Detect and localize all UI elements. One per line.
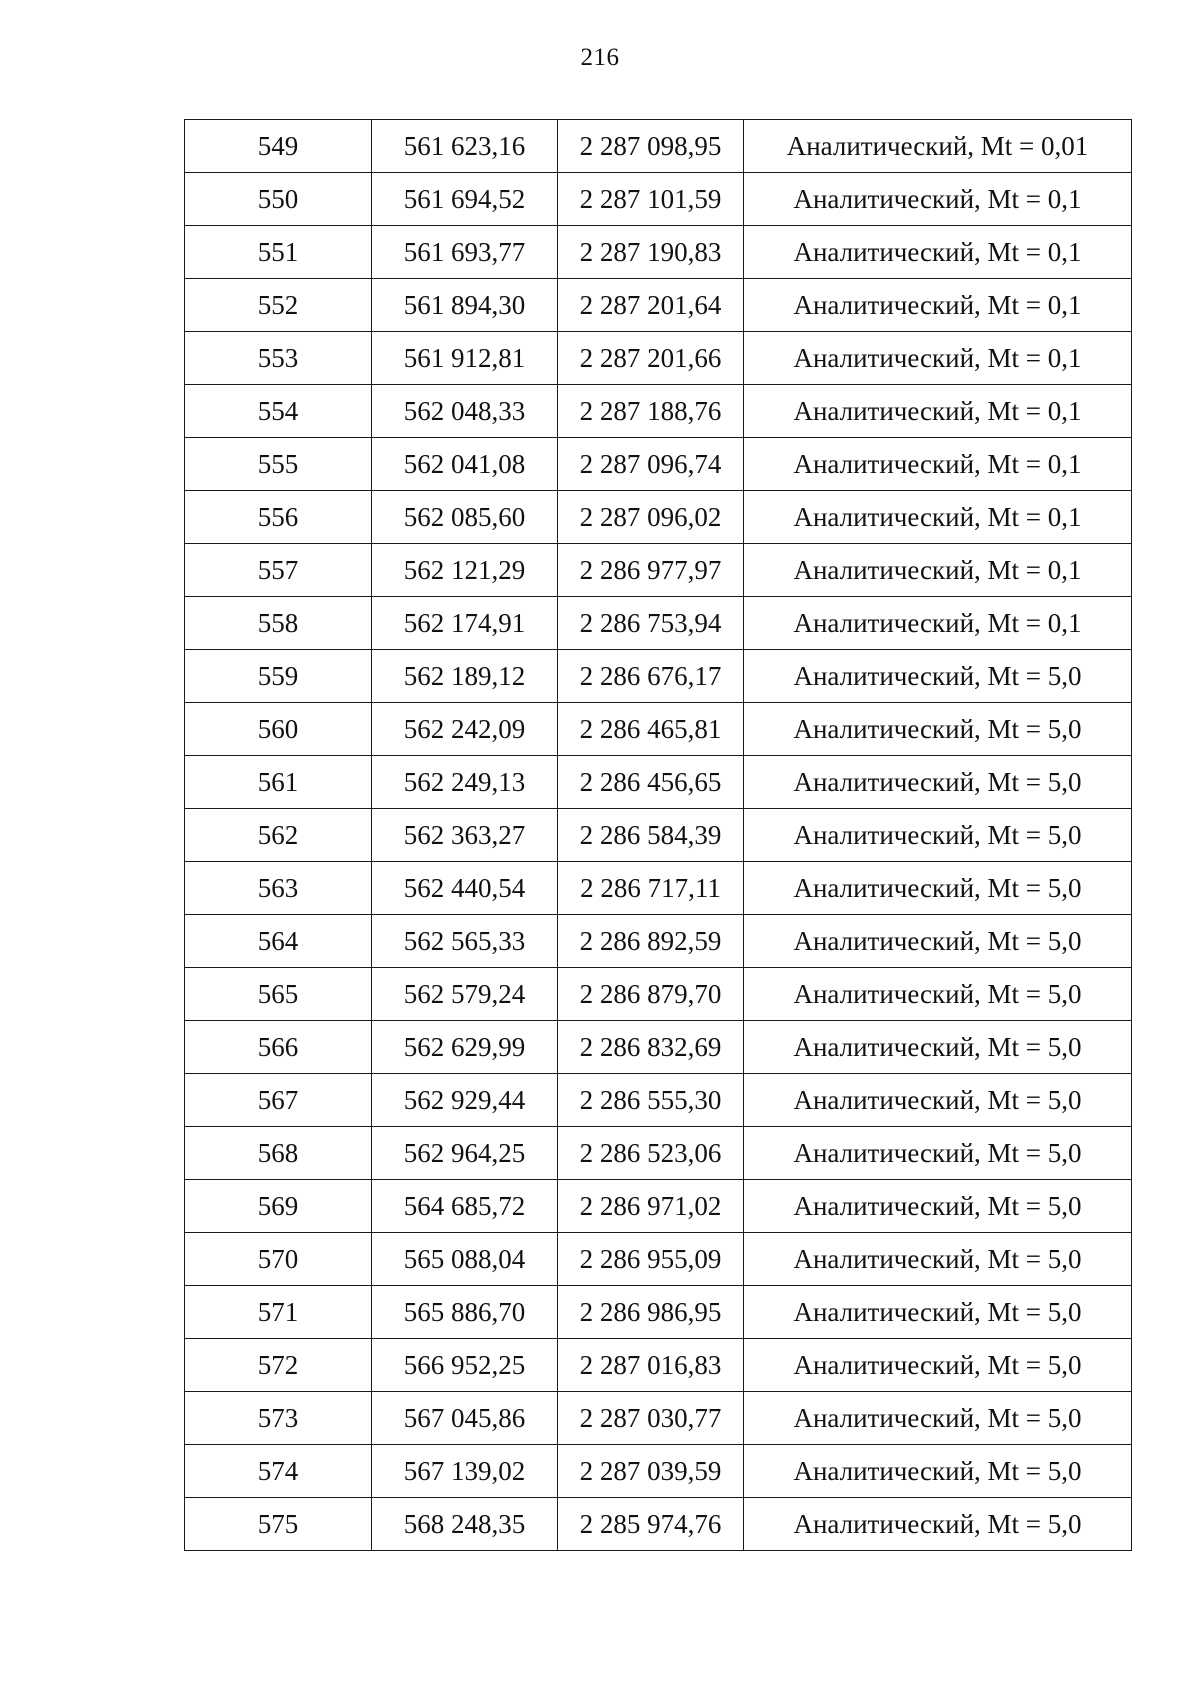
method-cell: Аналитический, Mt = 5,0 xyxy=(744,1339,1132,1392)
x-coordinate-cell: 561 623,16 xyxy=(372,120,558,173)
x-coordinate-cell: 562 174,91 xyxy=(372,597,558,650)
coordinates-table xyxy=(184,119,1132,1551)
method-cell: Аналитический, Mt = 5,0 xyxy=(744,1074,1132,1127)
point-number-cell: 562 xyxy=(185,809,372,862)
x-coordinate-cell: 562 440,54 xyxy=(372,862,558,915)
method-cell: Аналитический, Mt = 0,1 xyxy=(744,544,1132,597)
coordinates-table-body xyxy=(185,120,1132,1551)
table-row xyxy=(185,226,1132,279)
method-cell: Аналитический, Mt = 5,0 xyxy=(744,1127,1132,1180)
table-row xyxy=(185,1339,1132,1392)
table-row xyxy=(185,1180,1132,1233)
method-cell: Аналитический, Mt = 5,0 xyxy=(744,1286,1132,1339)
x-coordinate-cell: 565 088,04 xyxy=(372,1233,558,1286)
point-number-cell: 563 xyxy=(185,862,372,915)
method-cell: Аналитический, Mt = 5,0 xyxy=(744,1233,1132,1286)
x-coordinate-cell: 561 694,52 xyxy=(372,173,558,226)
y-coordinate-cell: 2 287 101,59 xyxy=(558,173,744,226)
point-number-cell: 569 xyxy=(185,1180,372,1233)
table-row xyxy=(185,1498,1132,1551)
table-row xyxy=(185,1233,1132,1286)
table-row xyxy=(185,279,1132,332)
table-row xyxy=(185,173,1132,226)
x-coordinate-cell: 567 139,02 xyxy=(372,1445,558,1498)
method-cell: Аналитический, Mt = 5,0 xyxy=(744,1392,1132,1445)
point-number-cell: 561 xyxy=(185,756,372,809)
y-coordinate-cell: 2 286 523,06 xyxy=(558,1127,744,1180)
y-coordinate-cell: 2 286 753,94 xyxy=(558,597,744,650)
table-row xyxy=(185,1021,1132,1074)
table-row xyxy=(185,1127,1132,1180)
table-row xyxy=(185,438,1132,491)
method-cell: Аналитический, Mt = 0,01 xyxy=(744,120,1132,173)
point-number-cell: 554 xyxy=(185,385,372,438)
point-number-cell: 568 xyxy=(185,1127,372,1180)
point-number-cell: 557 xyxy=(185,544,372,597)
y-coordinate-cell: 2 286 986,95 xyxy=(558,1286,744,1339)
x-coordinate-cell: 564 685,72 xyxy=(372,1180,558,1233)
method-cell: Аналитический, Mt = 5,0 xyxy=(744,1445,1132,1498)
x-coordinate-cell: 565 886,70 xyxy=(372,1286,558,1339)
method-cell: Аналитический, Mt = 5,0 xyxy=(744,915,1132,968)
x-coordinate-cell: 567 045,86 xyxy=(372,1392,558,1445)
table-row xyxy=(185,703,1132,756)
table-row xyxy=(185,809,1132,862)
x-coordinate-cell: 561 912,81 xyxy=(372,332,558,385)
table-row xyxy=(185,120,1132,173)
table-row xyxy=(185,385,1132,438)
page-number: 216 xyxy=(580,44,620,71)
x-coordinate-cell: 562 121,29 xyxy=(372,544,558,597)
method-cell: Аналитический, Mt = 5,0 xyxy=(744,809,1132,862)
point-number-cell: 556 xyxy=(185,491,372,544)
x-coordinate-cell: 562 363,27 xyxy=(372,809,558,862)
x-coordinate-cell: 561 894,30 xyxy=(372,279,558,332)
x-coordinate-cell: 562 964,25 xyxy=(372,1127,558,1180)
table-row xyxy=(185,1074,1132,1127)
table-row xyxy=(185,1286,1132,1339)
y-coordinate-cell: 2 287 190,83 xyxy=(558,226,744,279)
point-number-cell: 560 xyxy=(185,703,372,756)
table-row xyxy=(185,1445,1132,1498)
point-number-cell: 570 xyxy=(185,1233,372,1286)
y-coordinate-cell: 2 286 892,59 xyxy=(558,915,744,968)
point-number-cell: 567 xyxy=(185,1074,372,1127)
point-number-cell: 571 xyxy=(185,1286,372,1339)
y-coordinate-cell: 2 287 201,66 xyxy=(558,332,744,385)
y-coordinate-cell: 2 286 676,17 xyxy=(558,650,744,703)
point-number-cell: 558 xyxy=(185,597,372,650)
x-coordinate-cell: 566 952,25 xyxy=(372,1339,558,1392)
y-coordinate-cell: 2 287 030,77 xyxy=(558,1392,744,1445)
point-number-cell: 574 xyxy=(185,1445,372,1498)
x-coordinate-cell: 562 242,09 xyxy=(372,703,558,756)
method-cell: Аналитический, Mt = 0,1 xyxy=(744,226,1132,279)
method-cell: Аналитический, Mt = 0,1 xyxy=(744,438,1132,491)
method-cell: Аналитический, Mt = 5,0 xyxy=(744,756,1132,809)
table-row xyxy=(185,1392,1132,1445)
point-number-cell: 549 xyxy=(185,120,372,173)
y-coordinate-cell: 2 287 098,95 xyxy=(558,120,744,173)
point-number-cell: 553 xyxy=(185,332,372,385)
x-coordinate-cell: 562 629,99 xyxy=(372,1021,558,1074)
table-row xyxy=(185,756,1132,809)
x-coordinate-cell: 562 048,33 xyxy=(372,385,558,438)
y-coordinate-cell: 2 286 832,69 xyxy=(558,1021,744,1074)
y-coordinate-cell: 2 286 879,70 xyxy=(558,968,744,1021)
table-row xyxy=(185,862,1132,915)
table-row xyxy=(185,597,1132,650)
method-cell: Аналитический, Mt = 5,0 xyxy=(744,968,1132,1021)
y-coordinate-cell: 2 286 971,02 xyxy=(558,1180,744,1233)
method-cell: Аналитический, Mt = 5,0 xyxy=(744,703,1132,756)
x-coordinate-cell: 568 248,35 xyxy=(372,1498,558,1551)
table-row xyxy=(185,332,1132,385)
y-coordinate-cell: 2 286 955,09 xyxy=(558,1233,744,1286)
x-coordinate-cell: 562 565,33 xyxy=(372,915,558,968)
y-coordinate-cell: 2 287 096,74 xyxy=(558,438,744,491)
method-cell: Аналитический, Mt = 5,0 xyxy=(744,1021,1132,1074)
method-cell: Аналитический, Mt = 5,0 xyxy=(744,1180,1132,1233)
method-cell: Аналитический, Mt = 5,0 xyxy=(744,862,1132,915)
method-cell: Аналитический, Mt = 0,1 xyxy=(744,385,1132,438)
point-number-cell: 564 xyxy=(185,915,372,968)
x-coordinate-cell: 562 189,12 xyxy=(372,650,558,703)
table-row xyxy=(185,544,1132,597)
method-cell: Аналитический, Mt = 5,0 xyxy=(744,1498,1132,1551)
y-coordinate-cell: 2 286 465,81 xyxy=(558,703,744,756)
y-coordinate-cell: 2 287 188,76 xyxy=(558,385,744,438)
x-coordinate-cell: 562 085,60 xyxy=(372,491,558,544)
y-coordinate-cell: 2 287 201,64 xyxy=(558,279,744,332)
table-row xyxy=(185,968,1132,1021)
point-number-cell: 550 xyxy=(185,173,372,226)
y-coordinate-cell: 2 286 456,65 xyxy=(558,756,744,809)
point-number-cell: 575 xyxy=(185,1498,372,1551)
x-coordinate-cell: 562 249,13 xyxy=(372,756,558,809)
y-coordinate-cell: 2 285 974,76 xyxy=(558,1498,744,1551)
y-coordinate-cell: 2 286 555,30 xyxy=(558,1074,744,1127)
point-number-cell: 573 xyxy=(185,1392,372,1445)
method-cell: Аналитический, Mt = 0,1 xyxy=(744,332,1132,385)
y-coordinate-cell: 2 287 039,59 xyxy=(558,1445,744,1498)
x-coordinate-cell: 562 579,24 xyxy=(372,968,558,1021)
method-cell: Аналитический, Mt = 0,1 xyxy=(744,491,1132,544)
point-number-cell: 551 xyxy=(185,226,372,279)
method-cell: Аналитический, Mt = 5,0 xyxy=(744,650,1132,703)
method-cell: Аналитический, Mt = 0,1 xyxy=(744,597,1132,650)
table-row xyxy=(185,650,1132,703)
point-number-cell: 572 xyxy=(185,1339,372,1392)
point-number-cell: 565 xyxy=(185,968,372,1021)
y-coordinate-cell: 2 286 717,11 xyxy=(558,862,744,915)
point-number-cell: 552 xyxy=(185,279,372,332)
x-coordinate-cell: 561 693,77 xyxy=(372,226,558,279)
y-coordinate-cell: 2 286 977,97 xyxy=(558,544,744,597)
x-coordinate-cell: 562 929,44 xyxy=(372,1074,558,1127)
point-number-cell: 566 xyxy=(185,1021,372,1074)
method-cell: Аналитический, Mt = 0,1 xyxy=(744,279,1132,332)
table-row xyxy=(185,491,1132,544)
y-coordinate-cell: 2 287 096,02 xyxy=(558,491,744,544)
point-number-cell: 555 xyxy=(185,438,372,491)
x-coordinate-cell: 562 041,08 xyxy=(372,438,558,491)
y-coordinate-cell: 2 287 016,83 xyxy=(558,1339,744,1392)
table-row xyxy=(185,915,1132,968)
point-number-cell: 559 xyxy=(185,650,372,703)
method-cell: Аналитический, Mt = 0,1 xyxy=(744,173,1132,226)
y-coordinate-cell: 2 286 584,39 xyxy=(558,809,744,862)
